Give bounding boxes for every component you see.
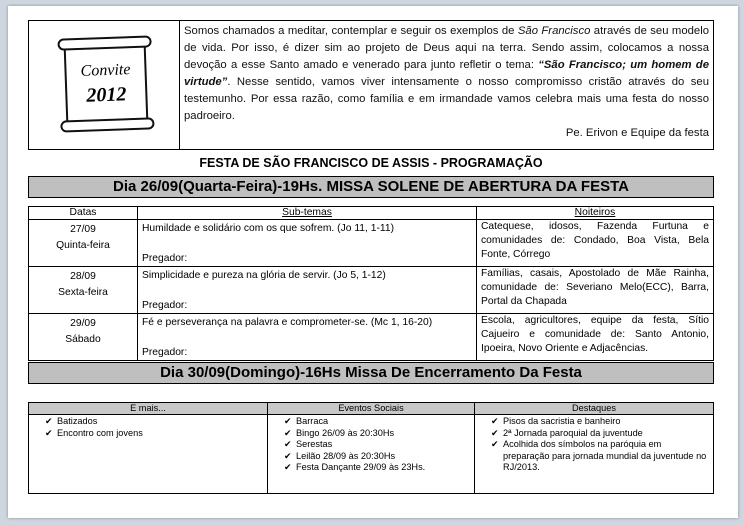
extras-table — [28, 402, 714, 494]
extras-body-row — [29, 415, 714, 494]
list-item-text: Serestas — [296, 439, 333, 450]
list-item-text: 2ª Jornada paroquial da juventude — [503, 427, 643, 438]
highlights-cell — [475, 415, 714, 494]
weekday: Sábado — [65, 334, 101, 345]
table-row — [29, 267, 714, 314]
weekday: Quinta-feira — [56, 240, 110, 251]
checkmark-icon: ✔ — [45, 416, 53, 426]
date-cell — [29, 267, 138, 314]
extras-header-row — [29, 403, 714, 415]
pregador-label: Pregador: — [142, 253, 188, 264]
intro-part-b: através de seu modelo de vida. Por isso, é dizer sim ao projeto de Deus aqui na terra. Sendo assim, colocamos a nossa devoção a esse Santo amado e venerado para junto refletir o tema: — [184, 25, 709, 71]
col-header-subthemes: Sub-temas — [138, 207, 477, 220]
document-page — [8, 6, 738, 518]
list-item — [284, 416, 470, 428]
list-item-text: Pisos da sacristia e banheiro — [503, 416, 621, 426]
list-item — [284, 462, 470, 474]
checkmark-icon: ✔ — [491, 427, 499, 438]
schedule-header-row — [29, 207, 714, 220]
col-header-dates: Datas — [29, 207, 138, 220]
subtheme: Humildade e solidário com os que sofrem. (Jo 11, 1-11) — [142, 223, 395, 234]
social-events-list — [268, 416, 474, 474]
intro-text — [180, 21, 713, 149]
program-title: FESTA DE SÃO FRANCISCO DE ASSIS - PROGRAMAÇÃO — [199, 156, 543, 170]
noiteiros-cell: Escola, agricultores, equipe da festa, Sítio Cajueiro e comunidade de: Santo Antonio, Ipoeira, Novo Oriente e Adjacências. — [477, 314, 714, 361]
pregador-label: Pregador: — [142, 300, 188, 311]
logo-cell — [29, 21, 180, 149]
list-item-text: Bingo 26/09 às 20:30Hs — [296, 427, 395, 438]
col-header-noiteiros: Noiteiros — [477, 207, 714, 220]
intro-part-c: . Nesse sentido, vamos viver intensamente o nosso compromisso cristão através do seu testemunho. Por essa razão, como família e em irmandade vamos celebra mais uma festa do nosso padroeiro. — [184, 76, 709, 122]
intro-saint: São Francisco — [517, 25, 591, 37]
checkmark-icon: ✔ — [284, 416, 292, 426]
convite-scroll-logo — [64, 42, 149, 127]
subtheme: Fé e perseverança na palavra e comprometer-se. (Mc 1, 16-20) — [142, 317, 433, 328]
date: 27/09 — [70, 224, 96, 235]
weekday: Sexta-feira — [58, 287, 108, 298]
noiteiros-cell: Famílias, casais, Apostolado de Mãe Rainha, comunidade de: Severiano Melo(ECC), Barra, Portal da Chapada — [477, 267, 714, 314]
subtheme-cell — [138, 267, 477, 314]
list-item — [284, 451, 470, 463]
list-item — [491, 416, 709, 428]
list-item-text: Barraca — [296, 416, 329, 426]
col-header-more: E mais... — [29, 403, 268, 415]
closing-mass-banner: Dia 30/09(Domingo)-16Hs Missa De Encerramento Da Festa — [28, 362, 714, 384]
more-list — [29, 416, 267, 439]
date: 29/09 — [70, 318, 96, 329]
social-events-cell — [268, 415, 475, 494]
col-header-highlights: Destaques — [475, 403, 714, 415]
checkmark-icon: ✔ — [491, 416, 499, 426]
logo-word: Convite — [80, 60, 131, 80]
list-item — [45, 428, 263, 440]
checkmark-icon: ✔ — [284, 462, 292, 473]
list-item-text: Batizados — [57, 416, 98, 426]
col-header-social-events: Eventos Sociais — [268, 403, 475, 415]
opening-mass-banner: Dia 26/09(Quarta-Feira)-19Hs. MISSA SOLENE DE ABERTURA DA FESTA — [28, 176, 714, 198]
logo-year: 2012 — [85, 82, 127, 107]
highlights-list — [475, 416, 713, 474]
table-row — [29, 314, 714, 361]
subtheme-cell — [138, 314, 477, 361]
more-cell — [29, 415, 268, 494]
list-item-text: Encontro com jovens — [57, 427, 143, 438]
date-cell — [29, 314, 138, 361]
intro-part-a: Somos chamados a meditar, contemplar e seguir os exemplos de — [184, 25, 518, 37]
list-item — [491, 428, 709, 440]
list-item — [491, 439, 709, 474]
date: 28/09 — [70, 271, 96, 282]
checkmark-icon: ✔ — [45, 427, 53, 438]
pregador-label: Pregador: — [142, 347, 188, 358]
intro-theme: “São Francisco; um homem de virtude” — [184, 59, 709, 88]
list-item — [284, 428, 470, 440]
list-item — [45, 416, 263, 428]
noiteiros-cell: Catequese, idosos, Fazenda Furtuna e comunidades de: Condado, Boa Vista, Bela Fonte, Córrego — [477, 220, 714, 267]
list-item-text: Leilão 28/09 às 20:30Hs — [296, 450, 396, 461]
checkmark-icon: ✔ — [284, 450, 292, 461]
subtheme: Simplicidade e pureza na glória de servir. (Jo 5, 1-12) — [142, 270, 386, 281]
schedule-table — [28, 206, 714, 361]
list-item-text: Festa Dançante 29/09 às 23Hs. — [296, 462, 426, 473]
table-row — [29, 220, 714, 267]
invitation-header — [28, 20, 714, 150]
checkmark-icon: ✔ — [491, 439, 499, 450]
list-item-text: Acolhida dos símbolos na paróquia em preparação para jornada mundial da juventude no RJ/2013. — [503, 439, 707, 473]
list-item — [284, 439, 470, 451]
subtheme-cell — [138, 220, 477, 267]
checkmark-icon: ✔ — [284, 439, 292, 450]
checkmark-icon: ✔ — [284, 427, 292, 438]
signature: Pe. Erivon e Equipe da festa — [565, 127, 709, 139]
date-cell — [29, 220, 138, 267]
